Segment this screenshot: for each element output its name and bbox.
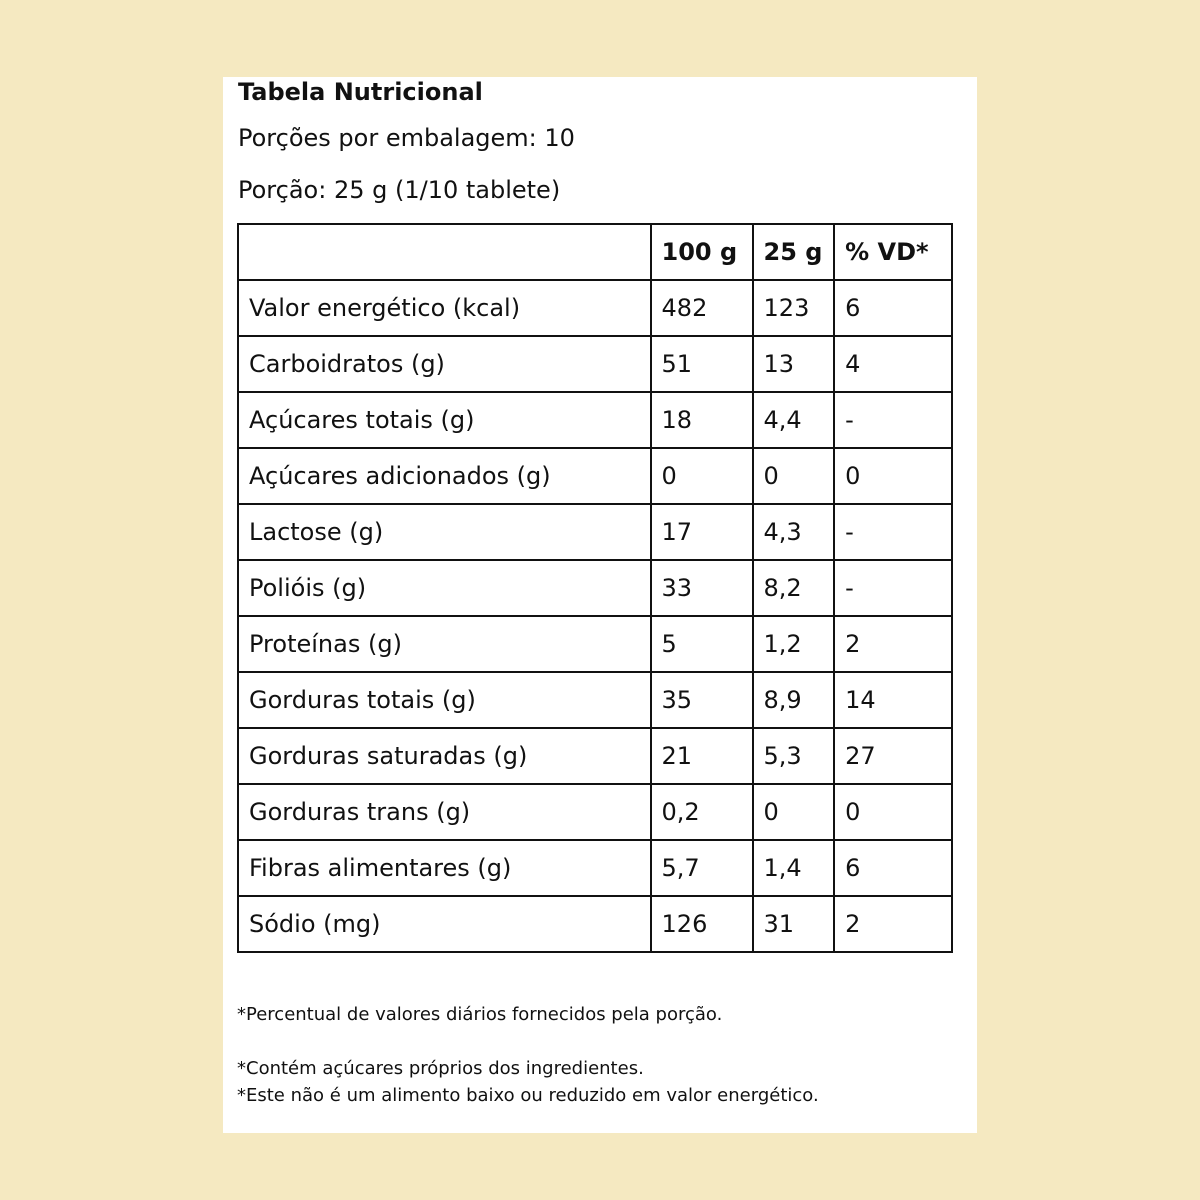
value-100g: 21 [651, 728, 753, 784]
nutrient-name: Gorduras saturadas (g) [238, 728, 651, 784]
value-25g: 1,2 [753, 616, 835, 672]
value-vd: 0 [834, 784, 952, 840]
value-vd: 6 [834, 280, 952, 336]
nutrient-name: Proteínas (g) [238, 616, 651, 672]
portions-per-package: Porções por embalagem: 10 [238, 124, 575, 152]
value-100g: 5,7 [651, 840, 753, 896]
value-100g: 18 [651, 392, 753, 448]
nutrient-name: Açúcares adicionados (g) [238, 448, 651, 504]
nutrient-name: Valor energético (kcal) [238, 280, 651, 336]
nutrition-table [237, 223, 953, 953]
value-25g: 5,3 [753, 728, 835, 784]
header-per-25g: 25 g [753, 224, 835, 280]
value-vd: 27 [834, 728, 952, 784]
nutrient-name: Carboidratos (g) [238, 336, 651, 392]
value-vd: - [834, 560, 952, 616]
value-25g: 8,2 [753, 560, 835, 616]
value-vd: 2 [834, 896, 952, 952]
table-row [238, 616, 952, 672]
nutrient-name: Gorduras trans (g) [238, 784, 651, 840]
nutrient-name: Sódio (mg) [238, 896, 651, 952]
value-25g: 1,4 [753, 840, 835, 896]
value-100g: 0 [651, 448, 753, 504]
value-100g: 51 [651, 336, 753, 392]
nutrient-name: Açúcares totais (g) [238, 392, 651, 448]
value-25g: 8,9 [753, 672, 835, 728]
value-vd: 6 [834, 840, 952, 896]
table-header-row [238, 224, 952, 280]
portion-size: Porção: 25 g (1/10 tablete) [238, 176, 561, 204]
label-title: Tabela Nutricional [238, 78, 483, 106]
nutrition-label-card [223, 77, 977, 1133]
value-vd: 4 [834, 336, 952, 392]
footnote-energy: *Este não é um alimento baixo ou reduzido em valor energético. [237, 1085, 819, 1106]
value-100g: 0,2 [651, 784, 753, 840]
table-row [238, 280, 952, 336]
value-25g: 123 [753, 280, 835, 336]
table-row [238, 840, 952, 896]
footnote-daily-value: *Percentual de valores diários fornecidos pela porção. [237, 1004, 723, 1025]
value-25g: 0 [753, 784, 835, 840]
table-row [238, 504, 952, 560]
value-25g: 4,4 [753, 392, 835, 448]
value-100g: 35 [651, 672, 753, 728]
nutrient-name: Polióis (g) [238, 560, 651, 616]
table-row [238, 560, 952, 616]
value-100g: 33 [651, 560, 753, 616]
value-100g: 17 [651, 504, 753, 560]
footnote-sugars: *Contém açúcares próprios dos ingredientes. [237, 1058, 644, 1079]
value-vd: - [834, 504, 952, 560]
value-25g: 0 [753, 448, 835, 504]
table-row [238, 896, 952, 952]
value-vd: 0 [834, 448, 952, 504]
table-row [238, 672, 952, 728]
header-per-100g: 100 g [651, 224, 753, 280]
value-25g: 31 [753, 896, 835, 952]
header-daily-value: % VD* [834, 224, 952, 280]
table-row [238, 784, 952, 840]
value-100g: 5 [651, 616, 753, 672]
table-row [238, 392, 952, 448]
nutrient-name: Lactose (g) [238, 504, 651, 560]
value-vd: - [834, 392, 952, 448]
table-row [238, 728, 952, 784]
nutrient-name: Fibras alimentares (g) [238, 840, 651, 896]
value-100g: 126 [651, 896, 753, 952]
value-vd: 2 [834, 616, 952, 672]
table-row [238, 448, 952, 504]
value-100g: 482 [651, 280, 753, 336]
table-row [238, 336, 952, 392]
value-vd: 14 [834, 672, 952, 728]
nutrient-name: Gorduras totais (g) [238, 672, 651, 728]
value-25g: 4,3 [753, 504, 835, 560]
value-25g: 13 [753, 336, 835, 392]
header-nutrient [238, 224, 651, 280]
